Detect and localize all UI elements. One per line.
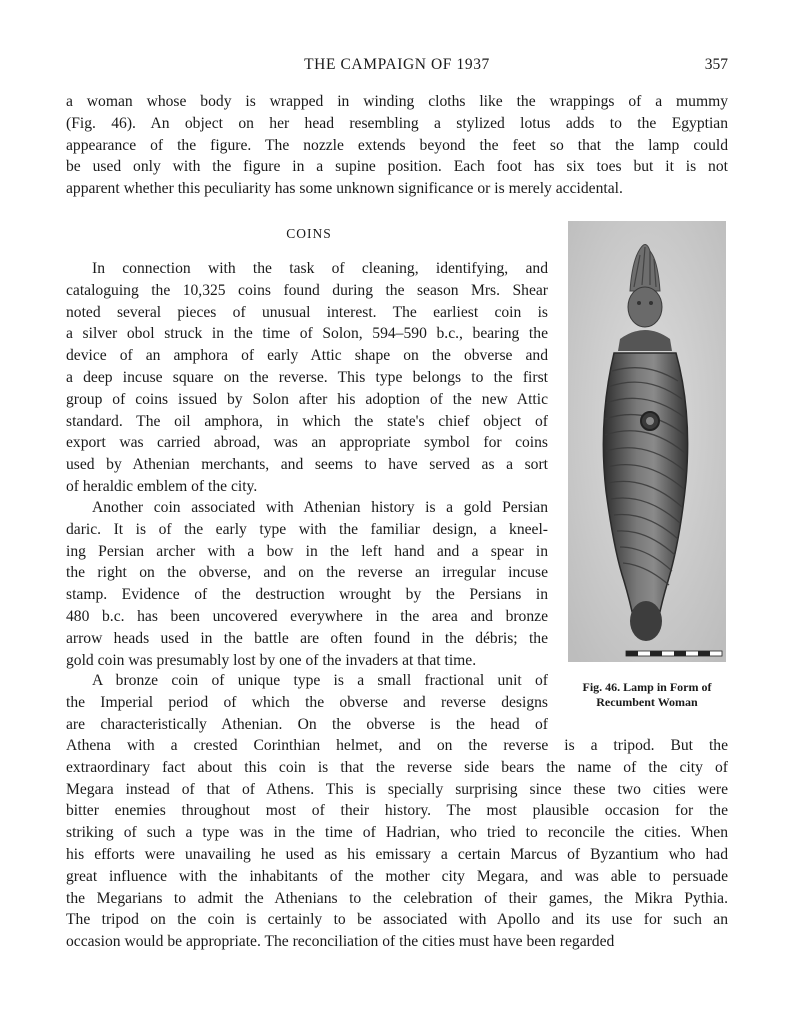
text-line: extraordinary fact about this coin is that the reverse side bears the name of the city of	[66, 758, 728, 776]
text-line: stamp. Evidence of the destruction wrought by the Persians in	[66, 586, 548, 604]
text-line: Athena with a crested Corinthian helmet, and on the reverse is a tripod. But the	[66, 737, 728, 754]
text-line: a deep incuse square on the reverse. This type belongs to the first	[66, 368, 548, 386]
text-line: A bronze coin of unique type is a small fractional unit of	[92, 672, 548, 689]
text-line: the Megarians to admit the Athenians to the celebration of their games, the Mikra Pythia.	[66, 889, 728, 907]
text-line: bitter enemies throughout most of their history. The most plausible occasion for the	[66, 802, 728, 820]
text-line: apparent whether this peculiarity has some unknown significance or is merely accidental.	[66, 180, 623, 198]
coins-paragraph-3-wide	[66, 735, 728, 953]
text-line: device of an amphora of early Attic shape on the obverse and	[66, 347, 548, 365]
text-line: group of coins issued by Solon after his adoption of the new Attic	[66, 390, 548, 408]
text-line: the right on the obverse, and on the reverse an irregular incuse	[66, 564, 548, 582]
page-number: 357	[704, 56, 728, 73]
text-line: are characteristically Athenian. On the obverse is the head of	[66, 715, 548, 733]
coins-paragraph-3-narrow	[66, 670, 548, 735]
section-heading-coins: COINS	[286, 226, 332, 241]
text-line: his efforts were unavailing he used as his emissary a certain Marcus of Byzantium who had	[66, 845, 728, 863]
text-line: noted several pieces of unusual interest. The earliest coin is	[66, 303, 548, 321]
caption-line-2: Recumbent Woman	[596, 695, 698, 709]
text-line: gold coin was presumably lost by one of the invaders at that time.	[66, 651, 477, 669]
text-line: appearance of the figure. The nozzle extends beyond the feet so that the lamp could	[66, 136, 728, 154]
text-line: ing Persian archer with a bow in the left hand and a spear in	[66, 542, 548, 560]
coins-paragraph-2	[66, 497, 548, 671]
lamp-figure-illustration	[568, 221, 726, 662]
text-line: standard. The oil amphora, in which the state's chief object of	[66, 412, 548, 430]
text-line: arrow heads used in the battle are often found in the débris; the	[66, 629, 548, 647]
text-line: cataloguing the 10,325 coins found during the season Mrs. Shear	[66, 281, 548, 299]
text-line: be used only with the figure in a supine position. Each foot has six toes but it is not	[66, 158, 728, 176]
text-line: Megara instead of that of Athens. This is specially surprising since these two cities were	[66, 780, 728, 798]
running-header	[66, 56, 728, 78]
text-line: In connection with the task of cleaning, identifying, and	[92, 260, 548, 277]
text-line: a woman whose body is wrapped in winding cloths like the wrappings of a mummy	[66, 93, 728, 110]
figure-caption	[560, 680, 734, 710]
text-line: (Fig. 46). An object on her head resembling a stylized lotus adds to the Egyptian	[66, 114, 728, 132]
lamp-figure-photo	[568, 221, 726, 662]
text-line: a silver obol struck in the time of Solon, 594–590 b.c., bearing the	[66, 325, 548, 343]
text-line: striking of such a type was in the time of Hadrian, who tried to reconcile the cities. When	[66, 824, 728, 842]
intro-paragraph	[66, 91, 728, 200]
text-line: export was carried abroad, was an appropriate symbol for coins	[66, 434, 548, 452]
text-line: great influence with the inhabitants of the mother city Megara, and was able to persuade	[66, 867, 728, 885]
text-line: 480 b.c. has been uncovered everywhere in the area and bronze	[66, 607, 548, 625]
scale-bar	[626, 651, 722, 656]
text-line: Another coin associated with Athenian history is a gold Persian	[92, 499, 548, 516]
text-line: daric. It is of the early type with the familiar design, a kneel-	[66, 520, 548, 538]
text-line: of heraldic emblem of the city.	[66, 477, 258, 495]
text-line: used by Athenian merchants, and seems to have served as a sort	[66, 456, 548, 474]
running-title: THE CAMPAIGN OF 1937	[304, 56, 490, 73]
text-line: the Imperial period of which the obverse and reverse designs	[66, 693, 548, 711]
coins-paragraph-1	[66, 258, 548, 498]
text-line: occasion would be appropriate. The reconciliation of the cities must have been regarded	[66, 933, 615, 951]
text-line: The tripod on the coin is certainly to be associated with Apollo and its use for such an	[66, 911, 728, 929]
caption-line-1: Fig. 46. Lamp in Form of	[582, 680, 712, 694]
